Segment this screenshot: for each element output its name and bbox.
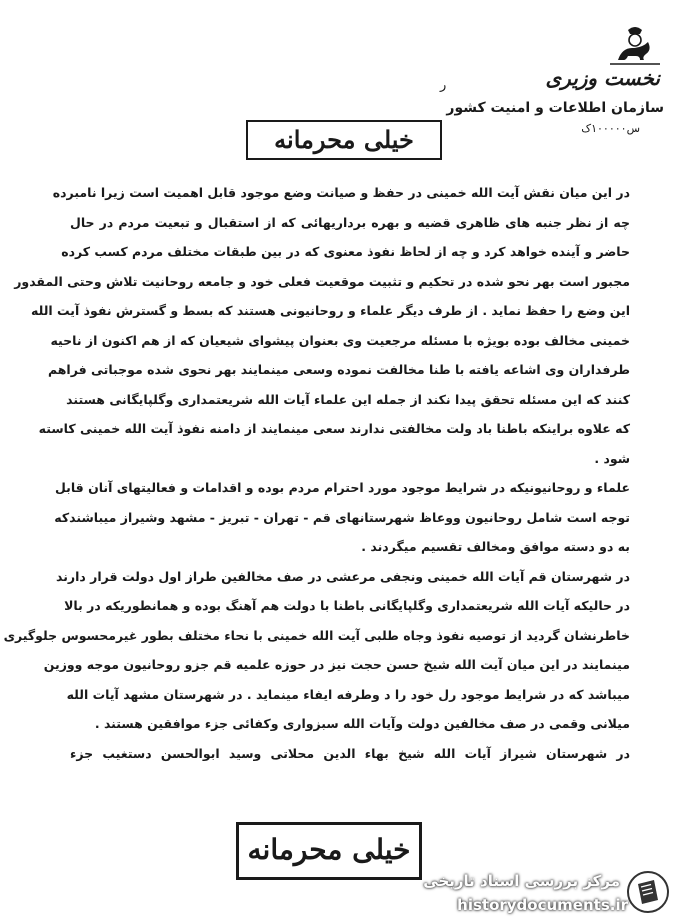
watermark-name: مرکز بررسی اسناد تاریخی: [423, 872, 620, 890]
text-line: در حالیکه آیات الله شریعتمداری وگلپایگانی باطنا با دولت هم آهنگ بوده و همانطوریکه در بالا: [64, 598, 630, 613]
org-title: نخست وزیری: [545, 66, 660, 90]
paragraph: [14, 178, 630, 473]
text-line: علماء و روحانیونیکه در شرایط موجود مورد احترام مردم بوده و اقدامات و فعالیتهای آنان قابل: [54, 480, 630, 495]
text-line: مجبور است بهر نحو شده در تحکیم و تثبیت موقعیت فعلی خود و جامعه روحانیت تلاش وحتی المقدور: [14, 273, 630, 289]
text-line: میباشد که در شرایط موجود رل خود را د وطرفه ایفاء مینماید . در شهرستان مشهد آیات الله: [66, 686, 630, 702]
paragraph: [3, 562, 630, 739]
text-line: شود .: [594, 450, 630, 466]
watermark-url: historydocuments.ir: [457, 896, 628, 914]
text-line: که علاوه براینکه باطنا باد ولت مخالفتی ندارند سعی مینمایند از دامنه نفوذ آیت الله خمینی کاسته: [38, 421, 630, 436]
text-line: خاطرنشان گردید از توصیه نفوذ وجاه طلبی آیت الله خمینی با نحاء مختلف بطور غیرمحسوس جلوگیری: [3, 627, 630, 643]
paragraph: [70, 739, 630, 769]
classification-stamp-top: خیلی محرمانه: [246, 120, 442, 160]
classification-stamp-bottom: خیلی محرمانه: [236, 822, 422, 880]
text-line: میلانی وقمی در صف مخالفین دولت وآیات الله سبزواری وکفائی جزء موافقین هستند .: [94, 716, 630, 731]
text-line: توجه است شامل روحانیون ووعاظ شهرستانهای قم - تهران - تبریز - مشهد وشیراز میباشندکه: [54, 509, 630, 525]
text-line: حاضر و آینده خواهد کرد و چه از لحاظ نفوذ معنوی که در بین طبقات مختلف مردم کسب کرده: [61, 244, 630, 259]
text-line: خمینی مخالف بوده بویژه با مسئله مرجعیت وی بعنوان پیشوای شیعیان که از هم اکنون از ناحیه: [50, 332, 630, 348]
text-line: چه از نظر جنبه های ظاهری قضیه و بهره برداریهائی که از استقبال و تبعیت مردم در حال: [70, 214, 630, 230]
archive-logo-icon: [626, 870, 670, 914]
text-line: این وضع را حفظ نماید . از طرف دیگر علماء و روحانیونی هستند که بسط و گسترش نفوذ آیت الله: [31, 303, 630, 318]
handwritten-mark: ر: [440, 78, 447, 93]
document-body: [3, 178, 630, 768]
text-line: در شهرستان شیراز آیات الله شیخ بهاء الدین محلاتی وسید ابوالحسن دستغیب جزء: [70, 745, 630, 761]
text-line: به دو دسته موافق ومخالف تقسیم میگردند .: [361, 539, 630, 554]
text-line: در شهرستان قم آیات الله خمینی ونجفی مرعشی در صف مخالفین طراز اول دولت قرار دارند: [56, 568, 630, 584]
text-line: طرفداران وی اشاعه یافته با طنا مخالفت نموده وسعی مینمایند بهر نحوی شده موجباتی فراهم: [47, 362, 630, 377]
text-line: در این میان نقش آیت الله خمینی در حفظ و صیانت وضع موجود قابل اهمیت است زیرا نامبرده: [52, 185, 630, 200]
org-subtitle: سازمان اطلاعات و امنیت کشور: [446, 100, 664, 116]
text-line: کنند که این مسئله تحقق پیدا نکند از جمله این علماء آیات الله شریعتمداری وگلپایگانی هستند: [66, 391, 630, 407]
lion-sun-emblem-icon: [608, 26, 662, 66]
reference-number: س۱۰۰۰۰۰ک: [581, 122, 640, 135]
text-line: مینمایند در این میان آیت الله شیخ حسن حجت نیز در حوزه علمیه قم جزو روحانیون موجه ووزین: [43, 657, 630, 672]
paragraph: [54, 473, 630, 562]
